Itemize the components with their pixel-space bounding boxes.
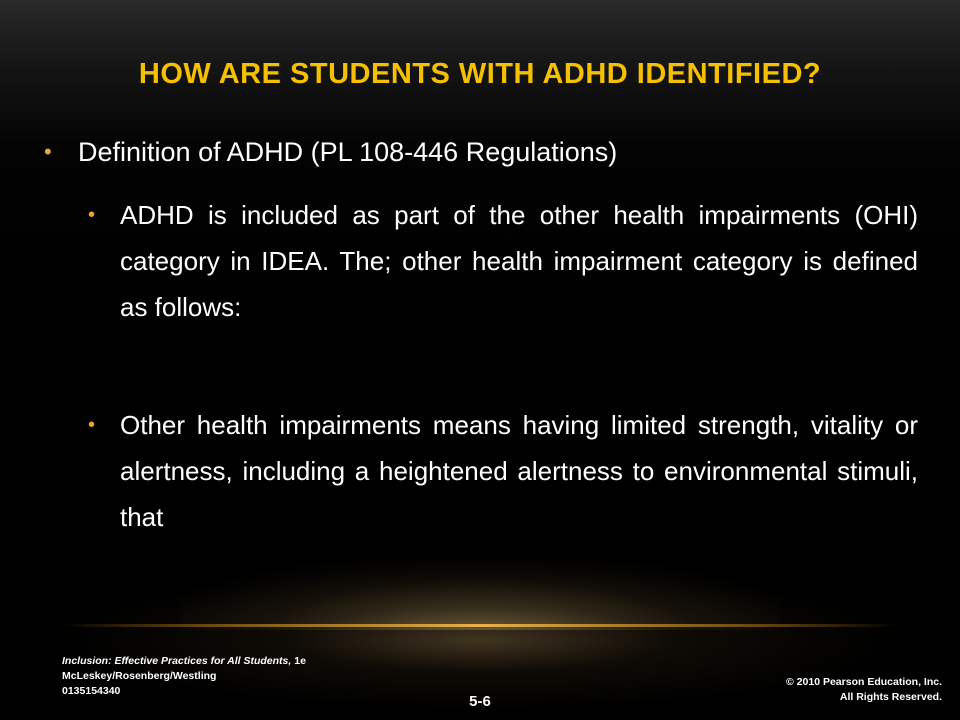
page-number: 5-6 [469, 693, 491, 710]
bullet-dot-icon: • [44, 139, 52, 164]
bullet-level1-text: Definition of ADHD (PL 108-446 Regulations) [78, 137, 618, 167]
bullet-level1 [44, 130, 924, 174]
decorative-glow [180, 560, 780, 630]
footer-book-title: Inclusion: Effective Practices for All Students, [62, 655, 292, 667]
slide-title: HOW ARE STUDENTS WITH ADHD IDENTIFIED? [138, 58, 822, 90]
bullet-level2-text: ADHD is included as part of the other health impairments (OHI) category in IDEA. The; other health impairment category is defined as follows: [120, 200, 918, 322]
bullet-dot-icon: • [88, 204, 96, 226]
footer-copyright-line: © 2010 Pearson Education, Inc. [786, 676, 942, 688]
decorative-divider-line [60, 624, 900, 627]
footer-isbn: 0135154340 [62, 685, 121, 697]
bullet-level2-text: Other health impairments means having limited strength, vitality or alertness, including a heightened alertness to environmental stimuli, that [120, 410, 918, 532]
footer-edition: 1e [291, 655, 306, 667]
footer-rights-line: All Rights Reserved. [839, 691, 942, 703]
footer-authors: McLeskey/Rosenberg/Westling [62, 670, 217, 682]
bullet-dot-icon: • [88, 414, 96, 436]
bullet-level2-ohi-category [88, 192, 918, 330]
bullet-level2-ohi-definition [88, 402, 918, 540]
